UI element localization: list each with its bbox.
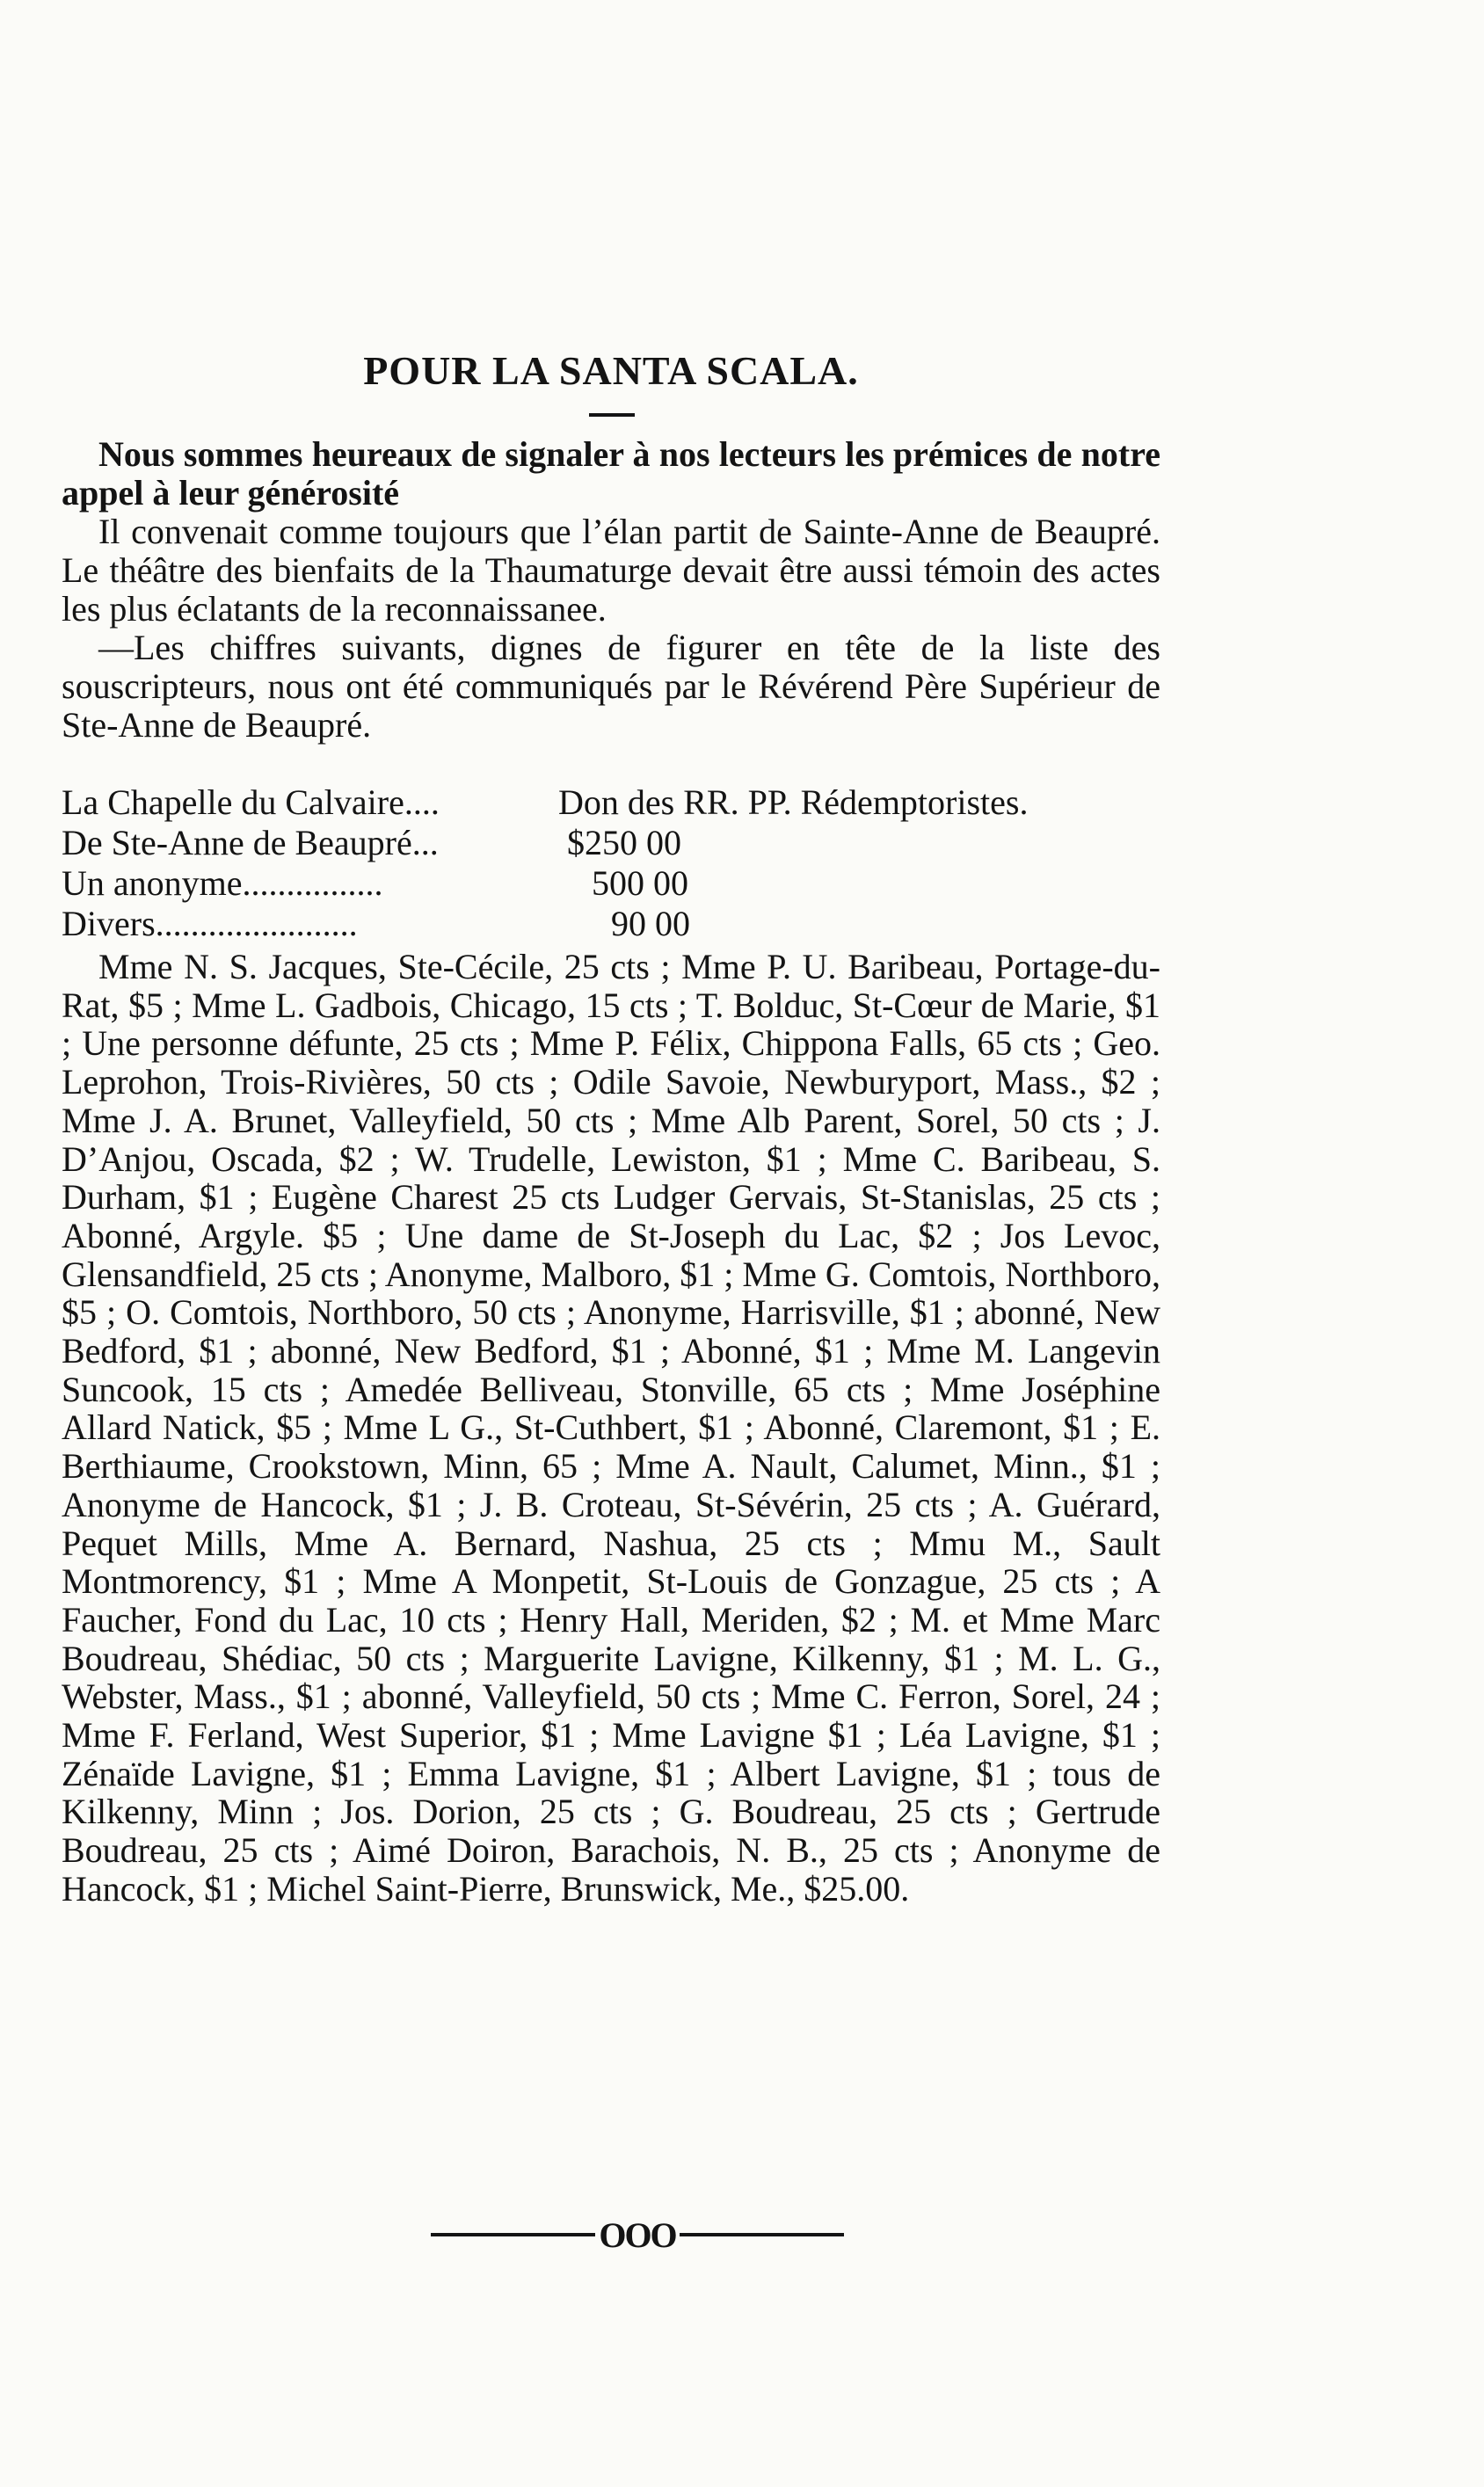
- row-value: $250 00: [567, 823, 681, 862]
- row-label: La Chapelle du Calvaire....: [62, 782, 440, 822]
- row-label: De Ste-Anne de Beaupré...: [62, 823, 439, 862]
- donation-table: [62, 782, 1160, 944]
- table-row: [62, 904, 1160, 944]
- intro-paragraph: —Les chiffres suivants, dignes de figurer en tête de la liste des souscripteurs, nous ont été communiqués par le Révérend Père Supérieur de Ste-Anne de Beaupré.: [62, 628, 1160, 745]
- table-row: [62, 863, 1160, 904]
- ornament-mark: OOO: [599, 2214, 676, 2255]
- row-value: Don des RR. PP. Rédemptoristes.: [558, 782, 1029, 822]
- end-ornament: [431, 2215, 844, 2254]
- intro-section: [62, 435, 1160, 745]
- subscriber-paragraph: Mme N. S. Jacques, Ste-Cécile, 25 cts ; Mme P. U. Baribeau, Portage-du-Rat, $5 ; Mme L. Gadbois, Chicago, 15 cts ; T. Bolduc, St-Cœur de Marie, $1 ; Une personne défunte, 25 cts ; Mme P. Félix, Chippona Falls, 65 cts ; Geo. Leprohon, Trois-Rivières, 50 cts ; Odile Savoie, Newburyport, Mass., $2 ; Mme J. A. Brunet, Valleyfield, 50 cts ; Mme Alb Parent, Sorel, 50 cts ; J. D’Anjou, Oscada, $2 ; W. Trudelle, Lewiston, $1 ; Mme C. Baribeau, S. Durham, $1 ; Eugène Charest 25 cts Ludger Gervais, St-Stanislas, 25 cts ; Abonné, Argyle. $5 ; Une dame de St-Joseph du Lac, $2 ; Jos Levoc, Glensandfield, 25 cts ; Anonyme, Malboro, $1 ; Mme G. Comtois, Northboro, $5 ; O. Comtois, Northboro, 50 cts ; Anonyme, Harrisville, $1 ; abonné, New Bedford, $1 ; abonné, New Bedford, $1 ; Abonné, $1 ; Mme M. Langevin Suncook, 15 cts ; Amedée Belliveau, Stonville, 65 cts ; Mme Joséphine Allard Natick, $5 ; Mme L G., St-Cuthbert, $1 ; Abonné, Claremont, $1 ; E. Berthiaume, Crookstown, Minn, 65 ; Mme A. Nault, Calumet, Minn., $1 ; Anonyme de Hancock, $1 ; J. B. Croteau, St-Sévérin, 25 cts ; A. Guérard, Pequet Mills, Mme A. Bernard, Nashua, 25 cts ; Mmu M., Sault Montmorency, $1 ; Mme A Monpetit, St-Louis de Gonzague, 25 cts ; A Faucher, Fond du Lac, 10 cts ; Henry Hall, Meriden, $2 ; M. et Mme Marc Boudreau, Shédiac, 50 cts ; Marguerite Lavigne, Kilkenny, $1 ; M. L. G., Webster, Mass., $1 ; abonné, Valleyfield, 50 cts ; Mme C. Ferron, Sorel, 24 ; Mme F. Ferland, West Superior, $1 ; Mme Lavigne $1 ; Léa Lavigne, $1 ; Zénaïde Lavigne, $1 ; Emma Lavigne, $1 ; Albert Lavigne, $1 ; tous de Kilkenny, Minn ; Jos. Dorion, 25 cts ; G. Boudreau, 25 cts ; Gertrude Boudreau, 25 cts ; Aimé Doiron, Barachois, N. B., 25 cts ; Anonyme de Hancock, $1 ; Michel Saint-Pierre, Brunswick, Me., $25.00.: [62, 947, 1160, 1909]
- table-row: [62, 823, 1160, 863]
- intro-paragraph: Nous sommes heureaux de signaler à nos lecteurs les prémices de notre appel à leur générosité: [62, 434, 1160, 513]
- ornament-line-left: [431, 2233, 595, 2236]
- title-rule: [589, 413, 635, 417]
- row-label: Divers.......................: [62, 904, 358, 943]
- row-value: 500 00: [592, 863, 688, 903]
- ornament-line-right: [680, 2233, 844, 2236]
- page-title: POUR LA SANTA SCALA.: [363, 348, 859, 393]
- subscriber-list: [62, 948, 1160, 1909]
- table-row: [62, 782, 1160, 823]
- row-value: 90 00: [611, 904, 690, 943]
- intro-paragraph: Il convenait comme toujours que l’élan partit de Sainte-Anne de Beaupré. Le théâtre des bienfaits de la Thaumaturge devait être aussi témoin des actes les plus éclatants de la reconnaissanee.: [62, 512, 1160, 629]
- row-label: Un anonyme................: [62, 863, 383, 903]
